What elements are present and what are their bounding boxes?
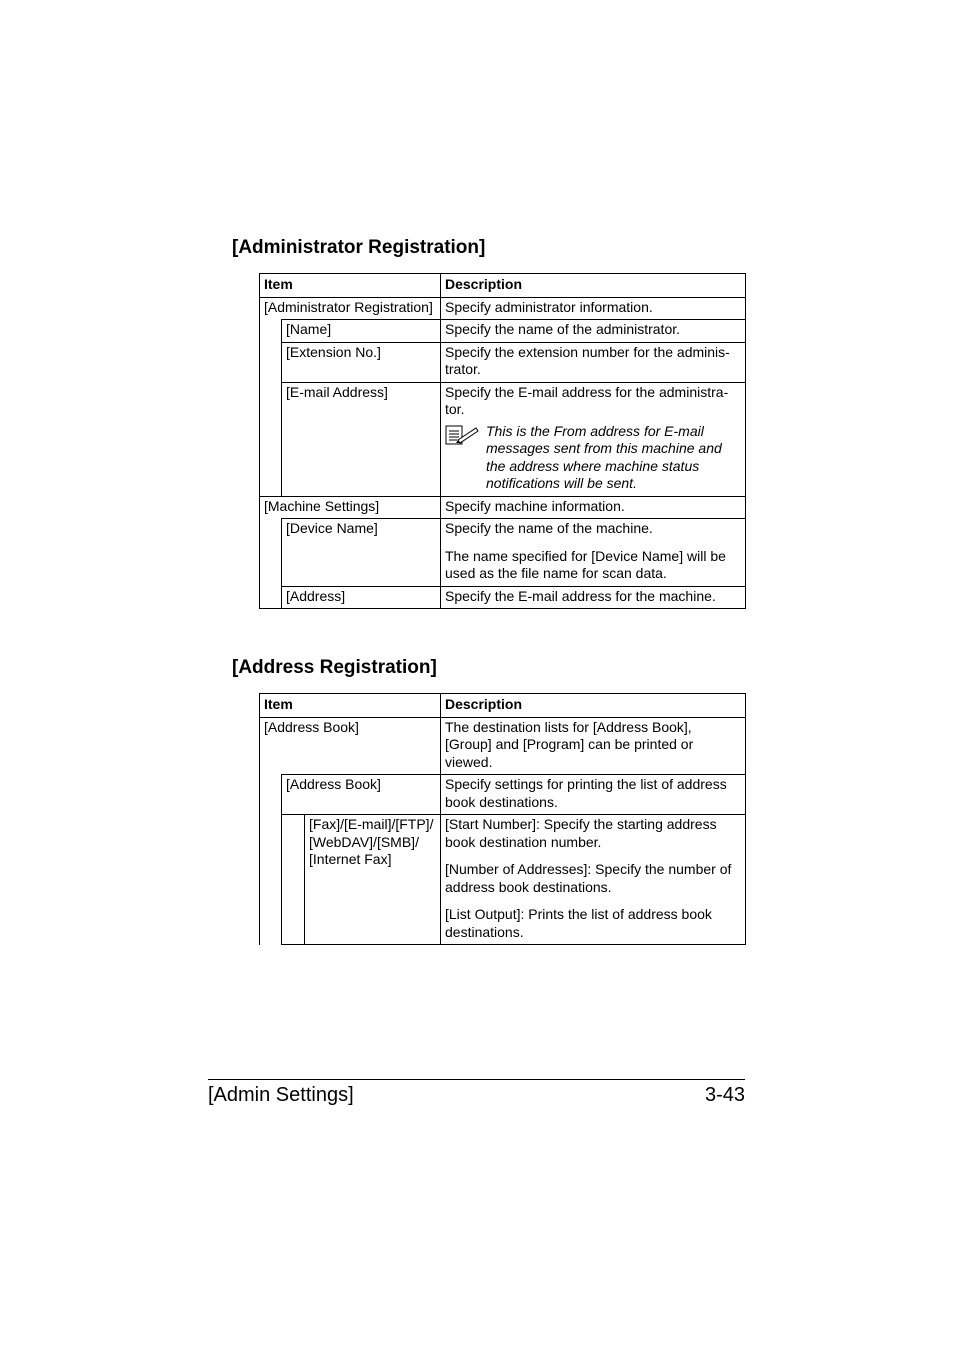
note-pencil-icon — [445, 423, 486, 493]
description-cell: Specify administrator information. — [440, 297, 746, 320]
table-row — [259, 297, 746, 320]
table-row — [259, 496, 746, 519]
item-cell: [Extension No.] — [281, 342, 440, 382]
table-header-row — [259, 693, 746, 717]
item-cell: [Address Book] — [259, 717, 440, 775]
footer-rule — [208, 1079, 745, 1080]
description-cell: Specify the E-mail address for the machine. — [440, 586, 746, 610]
item-cell: [Name] — [281, 319, 440, 342]
administrator-registration-table — [259, 273, 746, 609]
description-cell: The destination lists for [Address Book], [Group] and [Program] can be printed or viewed. — [440, 717, 746, 775]
table-row — [259, 774, 746, 814]
section-heading-administrator-registration: [Administrator Registration] — [232, 237, 486, 258]
section-heading-address-registration: [Address Registration] — [232, 657, 437, 678]
address-registration-table — [259, 693, 746, 945]
column-header-item: Item — [259, 693, 440, 717]
table-header-row — [259, 273, 746, 297]
item-cell: [Device Name] — [281, 518, 440, 586]
description-cell: Specify settings for printing the list of address book destinations. — [440, 774, 746, 814]
item-cell: [Machine Settings] — [259, 496, 440, 519]
description-cell: Specify the name of the machine. The name specified for [Device Name] will be used as the file name for scan data. — [440, 518, 746, 586]
table-row — [259, 342, 746, 382]
footer-section-title: [Admin Settings] — [208, 1084, 354, 1106]
column-header-item: Item — [259, 273, 440, 297]
column-header-description: Description — [440, 273, 746, 297]
item-cell: [Address] — [281, 586, 440, 610]
description-cell: Specify machine information. — [440, 496, 746, 519]
table-row — [259, 814, 746, 945]
item-cell: [Administrator Registration] — [259, 297, 440, 320]
table-row — [259, 319, 746, 342]
table-row — [259, 518, 746, 586]
description-cell: Specify the extension number for the adminis-trator. — [440, 342, 746, 382]
description-cell: Specify the E-mail address for the administra-tor. This is the From address for E-mail messages sent from this machine and the address where machine status notifications will be sent. — [440, 382, 746, 496]
item-cell: [Fax]/[E-mail]/[FTP]/ [WebDAV]/[SMB]/ [Internet Fax] — [304, 814, 440, 945]
item-cell: [E-mail Address] — [281, 382, 440, 496]
table-row — [259, 382, 746, 496]
item-cell: [Address Book] — [281, 774, 440, 814]
page-number: 3-43 — [704, 1084, 745, 1106]
description-cell: [Start Number]: Specify the starting address book destination number. [Number of Addresses]: Specify the number of address book destinations. [List Output]: Prints the list of address book destinations. — [440, 814, 746, 945]
note-box — [445, 423, 741, 493]
note-text: This is the From address for E-mail messages sent from this machine and the address where machine status notifications will be sent. — [486, 422, 722, 491]
table-row — [259, 586, 746, 610]
description-cell: Specify the name of the administrator. — [440, 319, 746, 342]
table-row — [259, 717, 746, 775]
column-header-description: Description — [440, 693, 746, 717]
